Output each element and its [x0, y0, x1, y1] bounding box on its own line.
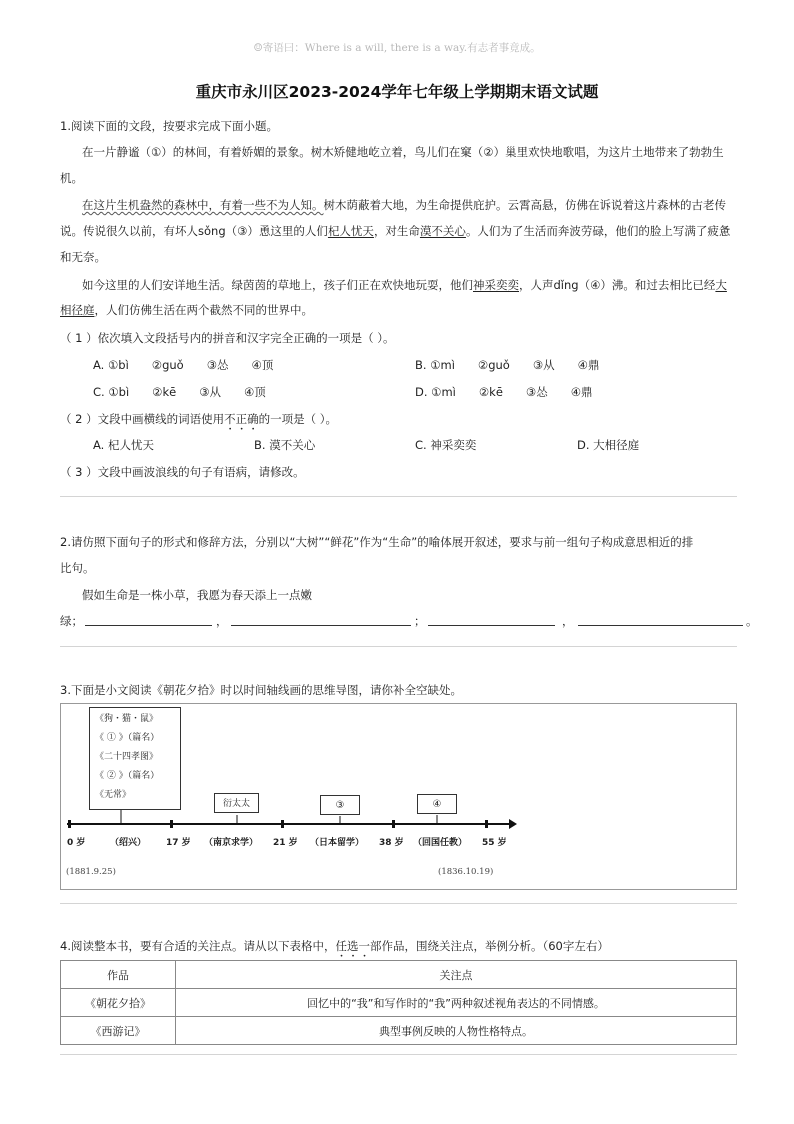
- tick-label-shaoxing: （绍兴）: [110, 838, 147, 848]
- table-row: [61, 1017, 737, 1045]
- q1-paragraph-3-line-2: [60, 302, 313, 318]
- option-1b[interactable]: B. ①mì ②guǒ ③从 ④鼎: [415, 358, 600, 372]
- q4-text: 4.阅读整本书，要有合适的关注点。请从以下表格中，: [60, 939, 336, 953]
- table-cell-work: 《朝花夕拾》: [61, 989, 176, 1017]
- focus-table: [60, 960, 737, 1045]
- answer-blank-3[interactable]: [428, 625, 555, 626]
- underlined-word-2: 漠不关心: [419, 224, 466, 238]
- q1-paragraph-2-line-1: [82, 197, 726, 213]
- table-cell-focus: 典型事例反映的人物性格特点。: [176, 1017, 737, 1045]
- option-2b[interactable]: B. 漠不关心: [254, 438, 316, 452]
- answer-blank-2[interactable]: [231, 625, 411, 626]
- underlined-word-4-end: 相径庭: [60, 303, 95, 317]
- option-1d[interactable]: D. ①mì ②kē ③怂 ④鼎: [415, 385, 593, 399]
- map-node-3[interactable]: ③: [320, 795, 360, 815]
- q2-prompt-line-2: 比句。: [60, 561, 95, 575]
- underlined-word-4-start: 大: [715, 278, 727, 292]
- underlined-word-1: 杞人忧天: [327, 224, 374, 238]
- table-header-work: 作品: [61, 961, 176, 989]
- book-list-item: 《无常》: [95, 790, 132, 800]
- table-header-focus: 关注点: [176, 961, 737, 989]
- option-2d[interactable]: D. 大相径庭: [577, 438, 640, 452]
- q2-sep: ；: [414, 614, 426, 628]
- tick-label-38: 38 岁: [379, 838, 404, 848]
- map-node-taitai: 衍太太: [214, 793, 259, 813]
- answer-blank-4[interactable]: [578, 625, 743, 626]
- q2-sep: ，: [216, 614, 228, 628]
- mind-map: [60, 703, 737, 890]
- answer-rule: [60, 1054, 737, 1055]
- option-1a[interactable]: A. ①bì ②guǒ ③怂 ④顶: [93, 358, 274, 372]
- option-2a[interactable]: A. 杞人忧天: [93, 438, 154, 452]
- tick-label-55: 55 岁: [482, 838, 507, 848]
- book-list-item: 《 ① 》（篇名）: [95, 733, 160, 743]
- q2-fill-start: 绿；: [60, 614, 83, 628]
- q1-text: 说。传说很久以前，有坏人sǒng（③）恿这里的人们: [60, 224, 328, 238]
- q1-sub-2: [60, 411, 337, 433]
- q2-prompt-line-1: 2.请仿照下面句子的形式和修辞方法，分别以“大树”“鲜花”作为“生命”的喻体展开叙述，要求与前一组句子构成意思相近的排: [60, 535, 694, 549]
- q4-text: 部作品，围绕关注点，举例分析。（60字左右）: [369, 939, 609, 953]
- q1-text: 树木荫蔽着大地，为生命提供庇护。云霄高悬，仿佛在诉说着这片森林的古老传: [323, 198, 726, 212]
- date-end: (1836.10.19): [438, 867, 494, 877]
- q2-sep: ，: [562, 614, 574, 628]
- answer-rule: [60, 496, 737, 497]
- timeline-arrow: [509, 819, 517, 829]
- tick-label-21: 21 岁: [273, 838, 298, 848]
- motto: ☺寄语曰：Where is a will, there is a way.有志者事竟成。: [253, 42, 541, 54]
- tick-label-nanjing: （南京求学）: [204, 838, 259, 848]
- tick-label-0: 0 岁: [67, 838, 86, 848]
- q1-paragraph-1-line-2: 机。: [60, 171, 83, 185]
- tick-label-teaching: （回国任教）: [413, 838, 468, 848]
- q1-prompt: 1.阅读下面的文段，按要求完成下面小题。: [60, 119, 278, 133]
- table-header-row: [61, 961, 737, 989]
- book-list-item: 《狗・猫・鼠》: [95, 714, 159, 724]
- q1-paragraph-1-line-1: 在一片静谧（①）的林间，有着娇媚的景象。树木矫健地屹立着，鸟儿们在窠（②）巢里欢快地歌唱，为这片土地带来了勃勃生: [82, 145, 724, 159]
- table-cell-work: 《西游记》: [61, 1017, 176, 1045]
- q2-example: 假如生命是一株小草，我愿为春天添上一点嫩: [82, 588, 312, 602]
- table-row: [61, 989, 737, 1017]
- q1-text: 的一项是（ ）。: [258, 412, 338, 426]
- date-start: (1881.9.25): [66, 867, 116, 877]
- tick-21: [281, 820, 284, 828]
- q1-text: ，人声dǐng（④）沸。和过去相比已经: [519, 278, 716, 292]
- underlined-word-3: 神采奕奕: [473, 278, 519, 292]
- emphasis-dots-text: 任选一: [335, 939, 370, 953]
- tick-label-17: 17 岁: [166, 838, 191, 848]
- q3-prompt: 3.下面是小文阅读《朝花夕拾》时以时间轴线画的思维导图，请你补全空缺处。: [60, 683, 462, 697]
- q1-text: 。人们为了生活而奔波劳碌，他们的脸上写满了疲惫: [465, 224, 731, 238]
- option-2c[interactable]: C. 神采奕奕: [415, 438, 477, 452]
- q1-text: ，人们仿佛生活在两个截然不同的世界中。: [94, 303, 313, 317]
- q1-text: ，对生命: [373, 224, 420, 238]
- q1-sub-1: （ 1 ）依次填入文段括号内的拼音和汉字完全正确的一项是（ ）。: [60, 331, 395, 345]
- tick-0: [68, 820, 71, 828]
- book-list-item: 《二十四孝图》: [95, 752, 159, 762]
- tick-55: [485, 820, 488, 828]
- page-title: 重庆市永川区2023-2024学年七年级上学期期末语文试题: [195, 83, 599, 101]
- tick-17: [170, 820, 173, 828]
- q2-end: 。: [746, 614, 758, 628]
- q1-paragraph-3-line-1: [82, 277, 727, 293]
- q1-paragraph-2-line-3: 和无奈。: [60, 250, 106, 264]
- q1-sub-3: （ 3 ）文段中画波浪线的句子有语病，请修改。: [60, 465, 305, 479]
- tick-38: [392, 820, 395, 828]
- tick-label-japan: （日本留学）: [310, 838, 365, 848]
- table-cell-focus: 回忆中的“我”和写作时的“我”两种叙述视角表达的不同情感。: [176, 989, 737, 1017]
- answer-rule: [60, 646, 737, 647]
- map-node-4[interactable]: ④: [417, 794, 457, 814]
- wavy-underlined-sentence: 在这片生机盎然的森林中，有着一些不为人知。: [82, 198, 324, 212]
- q4-prompt: [60, 938, 609, 960]
- emphasis-dots-text: 不正确: [224, 412, 259, 426]
- option-1c[interactable]: C. ①bì ②kē ③从 ④顶: [93, 385, 266, 399]
- timeline-svg: [61, 704, 736, 889]
- book-list-item: 《 ② 》（篇名）: [95, 771, 160, 781]
- q1-text: 如今这里的人们安详地生活。绿茵茵的草地上，孩子们正在欢快地玩耍，他们: [82, 278, 473, 292]
- q1-paragraph-2-line-2: [60, 223, 730, 239]
- answer-rule: [60, 903, 737, 904]
- q1-text: （ 2 ）文段中画横线的词语使用: [60, 412, 225, 426]
- answer-blank-1[interactable]: [85, 625, 212, 626]
